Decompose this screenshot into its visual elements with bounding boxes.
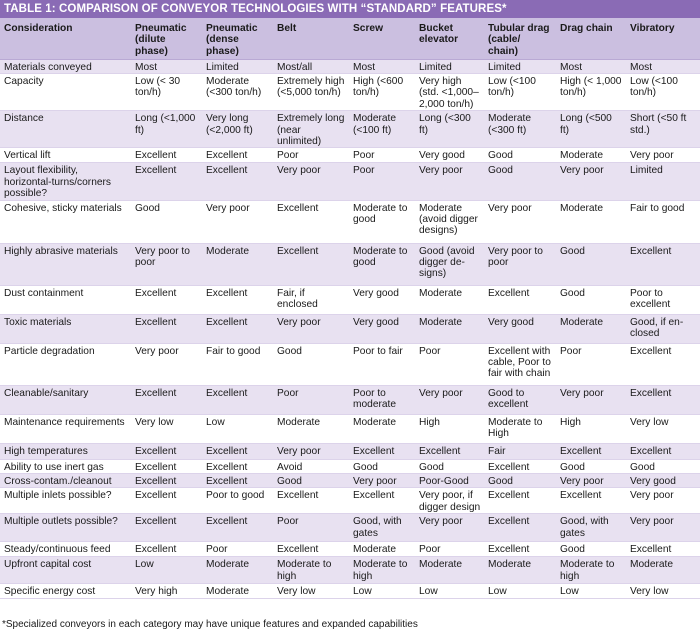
table-cell: Excellent [626,243,700,285]
table-cell: Very poor [484,200,556,243]
footnote: *Specialized conveyors in each category may have unique features and expanded capabilities [2,619,418,630]
table-cell: Poor [349,148,415,163]
table-cell: Very poor [273,163,349,200]
table-cell: Moderate [349,414,415,443]
table-cell: Moderate to high [273,557,349,584]
table-cell: Excellent [202,163,273,200]
table-row [0,557,700,584]
table-cell: Poor-Good [415,473,484,487]
table-body [0,59,700,599]
table-cell: Excellent [131,285,202,314]
table-cell: Fair [484,443,556,459]
row-label: Distance [0,111,131,148]
table-cell: Very good [626,473,700,487]
table-cell: Moderate to high [349,557,415,584]
table-cell: Moderate [484,557,556,584]
table-cell: Good to excellent [484,385,556,414]
table-cell: Limited [202,59,273,73]
table-cell: Excellent [202,473,273,487]
table-cell: High [415,414,484,443]
table-cell: Low (< 30 ton/h) [131,73,202,110]
table-cell: Moderate to good [349,243,415,285]
table-cell: Very low [131,414,202,443]
table-cell: Poor [556,343,626,385]
table-cell: Low (<100 ton/h) [626,73,700,110]
table-cell: Extremely high (<5,000 ton/h) [273,73,349,110]
table-cell: Excellent [415,443,484,459]
table-cell: Very low [273,584,349,599]
row-label: High temperatures [0,443,131,459]
table-cell: Moderate (<300 ft) [484,111,556,148]
table-cell: Low (<100 ton/h) [484,73,556,110]
table-cell: Very poor [556,473,626,487]
table-cell: Excellent [273,200,349,243]
row-label: Ability to use inert gas [0,459,131,473]
table-cell: Limited [484,59,556,73]
table-cell: Excellent [131,473,202,487]
table-cell: Excellent [273,542,349,557]
table-row [0,314,700,343]
table-cell: Low [556,584,626,599]
column-header: Vibratory [626,18,700,59]
table-cell: Very good [484,314,556,343]
table-row [0,459,700,473]
table-cell: Good [556,285,626,314]
table-cell: Moderate (<300 ton/h) [202,73,273,110]
table-cell: Excellent [273,243,349,285]
table-cell: Very good [349,285,415,314]
table-cell: Very poor [556,163,626,200]
table-cell: Limited [415,59,484,73]
table-cell: Moderate to high [556,557,626,584]
table-cell: Excellent [131,514,202,542]
table-cell: Excellent [131,542,202,557]
table-cell: Excellent [626,542,700,557]
table-cell: Very poor [131,343,202,385]
table-cell: Long (<500 ft) [556,111,626,148]
table-cell: Moderate [349,542,415,557]
table-cell: Excellent [626,443,700,459]
table-cell: Good, if en-closed [626,314,700,343]
row-label: Vertical lift [0,148,131,163]
table-row [0,243,700,285]
table-cell: Very poor [556,385,626,414]
table-row [0,542,700,557]
table-cell: Poor [349,163,415,200]
table-cell: Low [484,584,556,599]
table-cell: Moderate [626,557,700,584]
table-row [0,285,700,314]
table-cell: Excellent [349,443,415,459]
table-row [0,59,700,73]
table-cell: Very high [131,584,202,599]
column-header: Consideration [0,18,131,59]
table-row [0,200,700,243]
row-label: Steady/continuous feed [0,542,131,557]
table-cell: Very poor [415,163,484,200]
table-row [0,514,700,542]
row-label: Particle degradation [0,343,131,385]
row-label: Toxic materials [0,314,131,343]
column-header: Drag chain [556,18,626,59]
table-cell: Moderate [415,285,484,314]
row-label: Cross-contam./cleanout [0,473,131,487]
table-cell: Good [349,459,415,473]
table-cell: Limited [626,163,700,200]
row-label: Cleanable/sanitary [0,385,131,414]
table-cell: Good, with gates [349,514,415,542]
table-cell: Excellent [484,459,556,473]
table-row [0,443,700,459]
table-cell: Moderate [202,243,273,285]
header-row [0,18,700,59]
table-cell: Moderate [273,414,349,443]
table-cell: Most [626,59,700,73]
table-cell: Excellent [202,459,273,473]
table-row [0,111,700,148]
row-label: Dust containment [0,285,131,314]
table-cell: Very poor to poor [131,243,202,285]
table-cell: Excellent [484,488,556,514]
table-cell: Moderate [415,314,484,343]
table-cell: Moderate [556,314,626,343]
table-cell: High [556,414,626,443]
table-cell: Good [273,343,349,385]
table-cell: Moderate to good [349,200,415,243]
table-cell: Very poor [273,314,349,343]
table-cell: Poor to excellent [626,285,700,314]
table-cell: Very good [415,148,484,163]
table-cell: Very low [626,414,700,443]
table-cell: Excellent [131,385,202,414]
table-cell: Moderate [202,584,273,599]
table-cell: Fair to good [626,200,700,243]
column-header: Bucket elevator [415,18,484,59]
table-cell: Low [202,414,273,443]
column-header: Pneumatic (dense phase) [202,18,273,59]
table-cell: Very poor [273,443,349,459]
table-cell: Moderate [415,557,484,584]
table-title: TABLE 1: COMPARISON OF CONVEYOR TECHNOLOGIES WITH “STANDARD” FEATURES* [0,0,700,18]
table-row [0,473,700,487]
row-label: Layout flexibility, horizontal-turns/corners possible? [0,163,131,200]
table-cell: Very poor [626,514,700,542]
table-cell: Good [484,148,556,163]
table-cell: Excellent [202,443,273,459]
table-cell: Low [415,584,484,599]
table-cell: Long (<1,000 ft) [131,111,202,148]
table-cell: Very poor [626,148,700,163]
table-cell: Very good [349,314,415,343]
table-cell: Excellent [202,148,273,163]
row-label: Materials conveyed [0,59,131,73]
table-row [0,343,700,385]
row-label: Highly abrasive materials [0,243,131,285]
table-cell: Excellent [131,148,202,163]
table-cell: Excellent [202,285,273,314]
table-cell: Long (<300 ft) [415,111,484,148]
table-cell: Poor [273,514,349,542]
table-cell: Fair, if enclosed [273,285,349,314]
table-cell: Poor to moderate [349,385,415,414]
table-cell: Excellent [484,285,556,314]
table-cell: Poor [273,385,349,414]
table-cell: Very long (<2,000 ft) [202,111,273,148]
table-cell: Excellent [484,514,556,542]
table-cell: Short (<50 ft std.) [626,111,700,148]
table-cell: Poor [202,542,273,557]
table-cell: High (<600 ton/h) [349,73,415,110]
table-row [0,73,700,110]
table-cell: Most [349,59,415,73]
table-cell: Good [273,473,349,487]
table-cell: Excellent [273,488,349,514]
table-cell: Excellent [484,542,556,557]
row-label: Multiple inlets possible? [0,488,131,514]
table-cell: Most/all [273,59,349,73]
table-cell: Very poor to poor [484,243,556,285]
table-cell: Moderate [556,200,626,243]
table-cell: Most [556,59,626,73]
table-cell: Good [556,459,626,473]
table-cell: Moderate (avoid digger designs) [415,200,484,243]
table-cell: Good [484,473,556,487]
row-label: Specific energy cost [0,584,131,599]
row-label: Multiple outlets possible? [0,514,131,542]
table-cell: Poor [273,148,349,163]
table-cell: Fair to good [202,343,273,385]
row-label: Maintenance requirements [0,414,131,443]
table-cell: High (< 1,000 ton/h) [556,73,626,110]
table-row [0,163,700,200]
table-cell: Excellent [556,443,626,459]
comparison-table [0,18,700,599]
table-cell: Good [131,200,202,243]
table-cell: Low [349,584,415,599]
row-label: Cohesive, sticky materials [0,200,131,243]
table-cell: Good [556,243,626,285]
table-cell: Very poor [626,488,700,514]
table-cell: Moderate [202,557,273,584]
table-cell: Good [484,163,556,200]
table-row [0,488,700,514]
table-cell: Excellent [202,514,273,542]
table-cell: Very high (std. <1,000–2,000 ton/h) [415,73,484,110]
table-cell: Excellent [202,385,273,414]
table-cell: Very poor [415,514,484,542]
table-cell: Very low [626,584,700,599]
table-row [0,148,700,163]
table-cell: Moderate (<100 ft) [349,111,415,148]
table-cell: Poor to fair [349,343,415,385]
table-cell: Excellent [131,488,202,514]
table-cell: Good [626,459,700,473]
table-cell: Good, with gates [556,514,626,542]
table-cell: Excellent [626,343,700,385]
table-cell: Poor to good [202,488,273,514]
column-header: Tubular drag (cable/ chain) [484,18,556,59]
column-header: Pneumatic (dilute phase) [131,18,202,59]
table-cell: Excellent [349,488,415,514]
table-cell: Excellent [556,488,626,514]
row-label: Capacity [0,73,131,110]
table-cell: Excellent [131,443,202,459]
table-cell: Excellent [626,385,700,414]
table-cell: Excellent with cable, Poor to fair with chain [484,343,556,385]
table-cell: Poor [415,542,484,557]
table-cell: Very poor [415,385,484,414]
table-cell: Moderate [556,148,626,163]
table-cell: Low [131,557,202,584]
table-cell: Poor [415,343,484,385]
table-cell: Very poor [202,200,273,243]
table-cell: Avoid [273,459,349,473]
table-row [0,385,700,414]
table-cell: Good (avoid digger de-signs) [415,243,484,285]
table-cell: Good [556,542,626,557]
table-cell: Excellent [202,314,273,343]
table-cell: Excellent [131,314,202,343]
column-header: Screw [349,18,415,59]
table-cell: Extremely long (near unlimited) [273,111,349,148]
table-header [0,18,700,59]
column-header: Belt [273,18,349,59]
table-cell: Most [131,59,202,73]
table-row [0,584,700,599]
row-label: Upfront capital cost [0,557,131,584]
table-cell: Moderate to High [484,414,556,443]
table-cell: Excellent [131,459,202,473]
table-cell: Good [415,459,484,473]
table-cell: Excellent [131,163,202,200]
table-cell: Very poor, if digger design [415,488,484,514]
table-cell: Very poor [349,473,415,487]
table-row [0,414,700,443]
